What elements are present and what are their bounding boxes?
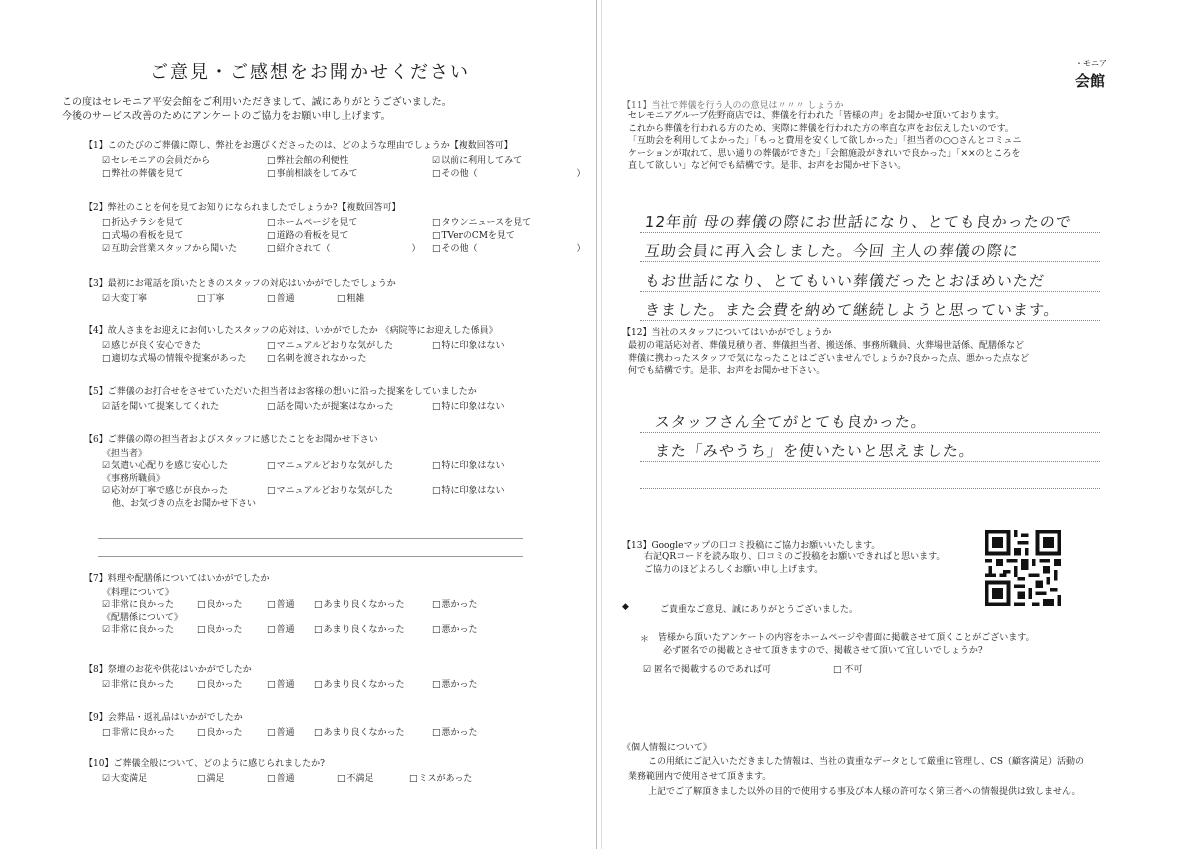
- q7-food-option-normal[interactable]: □ 普通: [267, 599, 295, 611]
- question-3-title: 【3】最初にお電話を頂いたときのスタッフの対応はいかがでしたでしょうか: [84, 279, 396, 289]
- q4-option-reassuring[interactable]: ☑ 感じが良く安心できた: [102, 340, 201, 352]
- q2-option-flyer[interactable]: □ 折込チラシを見て: [102, 217, 184, 229]
- q7-sub-food: 《料理について》: [102, 588, 174, 598]
- question-2: [84, 202, 586, 256]
- q6-staff-option-caring[interactable]: ☑ 気遣い心配りを感じ安心した: [102, 460, 228, 472]
- question-5-title: 【5】ご葬儀のお打合せをさせていただいた担当者はお客様の想いに沿った提案をしていましたか: [84, 387, 477, 397]
- thanks-text: ご貴重なご意見、誠にありがとうございました。: [660, 605, 859, 615]
- privacy-title: 《個人情報について》: [622, 743, 712, 753]
- q12-handwritten-line-1: スタッフさん全てがとても良かった。: [654, 413, 928, 431]
- q11-answer-line-2[interactable]: [640, 261, 1100, 262]
- q3-option-normal[interactable]: □ 普通: [267, 293, 295, 305]
- q2-option-hall-sign[interactable]: □ 式場の看板を見て: [102, 230, 184, 242]
- privacy-line-1: この用紙にご記入いただきました情報は、当社の貴重なデータとして厳重に管理し、CS（顧客満足）活動の: [648, 757, 1085, 767]
- q4-option-manual[interactable]: □ マニュアルどおりな気がした: [267, 340, 393, 352]
- q12-answer-line-3[interactable]: [640, 488, 1100, 489]
- diamond-icon: ◆: [622, 602, 629, 612]
- publish-note: [658, 632, 1035, 657]
- q12-text-line-1: 最初の電話応対者、葬儀見積り者、葬儀担当者、搬送係、事務所職員、火葬場世話係、配膳係など: [628, 341, 1025, 351]
- q8-option-not-good[interactable]: □ あまり良くなかった: [314, 679, 405, 691]
- q13-text-line-1: 右記QRコードを読み取り、口コミのご投稿をお願いできればと思います。: [644, 552, 946, 562]
- q6-office-option-manual[interactable]: □ マニュアルどおりな気がした: [267, 485, 393, 497]
- question-10: [84, 758, 473, 786]
- publish-decline-label: 不可: [844, 665, 863, 675]
- q6-office-option-no-impression[interactable]: □ 特に印象はない: [432, 485, 505, 497]
- question-4-title: 【4】故人さまをお迎えにお伺いしたスタッフの応対は、いかがでしたか 《病院等にお迎えした係員》: [84, 326, 498, 336]
- q4-option-no-impression[interactable]: □ 特に印象はない: [432, 340, 505, 352]
- q10-option-normal[interactable]: □ 普通: [267, 773, 295, 785]
- q7-server-option-bad[interactable]: □ 悪かった: [432, 624, 478, 636]
- q7-server-option-very-good[interactable]: ☑ 非常に良かった: [102, 624, 174, 636]
- question-9-title: 【9】会葬品・返礼品はいかがでしたか: [84, 713, 243, 723]
- publish-option-anonymous[interactable]: [643, 662, 771, 675]
- question-1: [84, 140, 586, 181]
- q4-option-no-card[interactable]: □ 名刺を渡されなかった: [267, 353, 367, 365]
- q3-option-polite[interactable]: □ 丁寧: [197, 293, 225, 305]
- q2-option-homepage[interactable]: □ ホームページを見て: [267, 217, 357, 229]
- q11-handwritten-line-1: 12年前 母の葬儀の際にお世話になり、とても良かったので: [644, 213, 1073, 231]
- survey-title: ご意見・ご感想をお聞かせください: [150, 62, 470, 83]
- question-7: [84, 573, 478, 637]
- q11-text-line-1: セレモニアグループ佐野商店では、葬儀を行われた「皆様の声」をお聞かせ頂いております。: [628, 111, 1005, 121]
- q9-option-not-good[interactable]: □ あまり良くなかった: [314, 727, 405, 739]
- q1-option-saw-funeral[interactable]: □ 弊社の葬儀を見て: [102, 168, 184, 180]
- q10-option-very-satisfied[interactable]: ☑ 大変満足: [102, 773, 147, 785]
- q2-option-town-news[interactable]: □ タウンニュースを見て: [432, 217, 531, 229]
- q11-answer-line-4[interactable]: [640, 320, 1100, 321]
- q2-option-other[interactable]: □ その他（ ）: [432, 243, 586, 255]
- q12-text-line-3: 何でも結構です。是非、お声をお聞かせ下さい。: [628, 366, 826, 376]
- question-11-title: 【11】当社で葬儀を行う人のの意見は〃〃〃 しょうか: [622, 101, 844, 111]
- publish-note-line-2: 必ず匿名での掲載とさせて頂きますので、掲載させて頂いて宜しいでしょうか?: [663, 645, 983, 656]
- intro-line-1: この度はセレモニア平安会館をご利用いただきまして、誠にありがとうございました。: [62, 97, 452, 108]
- q9-option-very-good[interactable]: □ 非常に良かった: [102, 727, 175, 739]
- q2-option-road-sign[interactable]: □ 道路の看板を見て: [267, 230, 349, 242]
- q3-option-very-polite[interactable]: ☑ 大変丁寧: [102, 293, 147, 305]
- privacy-text: [628, 755, 1084, 800]
- q7-server-option-good[interactable]: □ 良かった: [197, 624, 243, 636]
- q11-answer-line-3[interactable]: [640, 291, 1100, 292]
- q6-sub-staff: 《担当者》: [102, 449, 148, 459]
- q7-food-option-bad[interactable]: □ 悪かった: [432, 599, 478, 611]
- q13-text-line-2: ご協力のほどよろしくお願い申し上げます。: [644, 564, 824, 575]
- qr-code-icon[interactable]: [982, 530, 1064, 606]
- q11-handwritten-line-3: もお世話になり、とてもいい葬儀だったとおほめいただ: [644, 272, 1046, 290]
- publish-decline-checkbox-icon: □: [833, 665, 845, 675]
- question-1-title: 【1】このたびのご葬儀に際し、弊社をお選びくださったのは、どのような理由でしょうか【複数回答可】: [84, 141, 513, 151]
- q11-text-line-2: これから葬儀を行われる方のため、実際に葬儀を行われた方の率直な声をお伝えしたいのです。: [628, 123, 1014, 134]
- q8-option-bad[interactable]: □ 悪かった: [432, 679, 478, 691]
- logo-hall: 会館: [1075, 72, 1106, 90]
- q9-option-good[interactable]: □ 良かった: [197, 727, 243, 739]
- q6-comment-line-1[interactable]: [98, 538, 523, 539]
- q2-option-referral[interactable]: □ 紹介されて（ ）: [267, 243, 421, 255]
- q5-option-no-proposal[interactable]: □ 話を聞いたが提案はなかった: [267, 401, 394, 413]
- q7-server-option-not-good[interactable]: □ あまり良くなかった: [314, 624, 405, 636]
- question-13-text: [644, 551, 945, 576]
- question-8: [84, 664, 478, 692]
- q12-handwritten-line-2: また「みやうち」を使いたいと思えました。: [654, 442, 976, 460]
- q9-option-bad[interactable]: □ 悪かった: [432, 727, 478, 739]
- question-2-title: 【2】弊社のことを何を見てお知りになられましたでしょうか?【複数回答可】: [84, 203, 401, 213]
- q6-sub-office: 《事務所職員》: [102, 474, 166, 484]
- q8-option-normal[interactable]: □ 普通: [267, 679, 295, 691]
- question-9: [84, 712, 478, 740]
- q7-server-option-normal[interactable]: □ 普通: [267, 624, 295, 636]
- q10-option-dissatisfied[interactable]: □ 不満足: [337, 773, 374, 785]
- q7-food-option-not-good[interactable]: □ あまり良くなかった: [314, 599, 405, 611]
- q1-option-consultation[interactable]: □ 事前相談をしてみて: [267, 168, 358, 180]
- q11-handwritten-line-4: きました。また会費を納めて継続しようと思っています。: [644, 301, 1061, 319]
- logo-small-text: ・モニア: [1075, 59, 1107, 68]
- intro-line-2: 今後のサービス改善のためにアンケートのご協力をお願い申し上げます。: [62, 111, 391, 122]
- q8-option-very-good[interactable]: ☑ 非常に良かった: [102, 679, 174, 691]
- question-12-title: 【12】当社のスタッフについてはいかがでしょうか: [622, 328, 832, 338]
- question-3: [84, 278, 396, 306]
- q2-option-sales-staff[interactable]: ☑ 互助会営業スタッフから聞いた: [102, 243, 237, 255]
- q7-sub-server: 《配膳係について》: [102, 613, 183, 623]
- q10-option-mistake[interactable]: □ ミスがあった: [409, 773, 472, 785]
- q3-option-rough[interactable]: □ 粗雑: [337, 293, 365, 305]
- publish-option-decline[interactable]: [833, 662, 862, 675]
- q6-staff-option-no-impression[interactable]: □ 特に印象はない: [432, 460, 505, 472]
- q12-answer-line-1[interactable]: [640, 432, 1100, 433]
- publish-anonymous-label: 匿名で掲載するのであれば可: [653, 665, 771, 675]
- asterisk-icon: ＊: [640, 635, 650, 645]
- q11-text-line-3: 「互助会を利用してよかった」「もっと費用を安くして欲しかった」「担当者の○○さんとコミュニ: [628, 136, 1022, 146]
- q6-other-comments-label: 他、お気づきの点をお聞かせ下さい: [112, 499, 257, 509]
- q1-option-used-before[interactable]: ☑ 以前に利用してみて: [432, 155, 522, 167]
- q6-staff-option-manual[interactable]: □ マニュアルどおりな気がした: [267, 460, 393, 472]
- q11-answer-line-1[interactable]: [640, 232, 1100, 233]
- q5-option-no-impression[interactable]: □ 特に印象はない: [432, 401, 505, 413]
- intro-text: [62, 96, 452, 124]
- q7-food-option-good[interactable]: □ 良かった: [197, 599, 243, 611]
- left-page: [0, 0, 598, 849]
- question-10-title: 【10】ご葬儀全般について、どのように感じられましたか?: [84, 759, 325, 769]
- question-6: [84, 434, 505, 510]
- q8-option-good[interactable]: □ 良かった: [197, 679, 243, 691]
- question-13-title: 【13】Googleマップの口コミ投稿にご協力お願いいたします。: [622, 541, 881, 551]
- q4-option-proposal[interactable]: □ 適切な式場の情報や提案があった: [102, 353, 246, 365]
- question-8-title: 【8】祭壇のお花や供花はいかがでしたか: [84, 665, 252, 675]
- privacy-line-3: 上記でご了解頂きました以外の目的で使用する事及び本人様の許可なく第三者への情報提供は致しません。: [648, 787, 1081, 797]
- q11-text-line-5: 直して欲しい」など何でも結構です。是非、お声をお聞かせ下さい。: [628, 161, 907, 171]
- q6-comment-line-2[interactable]: [98, 556, 523, 557]
- publish-note-line-1: 皆様から頂いたアンケートの内容をホームページや書面に掲載させて頂くことがございます。: [658, 633, 1035, 643]
- question-5: [84, 386, 505, 414]
- q6-office-option-polite[interactable]: ☑ 応対が丁寧で感じが良かった: [102, 485, 228, 497]
- q1-option-other[interactable]: □ その他（ ）: [432, 168, 586, 180]
- privacy-line-2: 業務範囲内で使用させて頂きます。: [628, 772, 772, 782]
- publish-anonymous-check-icon: ☑: [643, 665, 654, 675]
- q7-food-option-very-good[interactable]: ☑ 非常に良かった: [102, 599, 174, 611]
- q12-answer-line-2[interactable]: [640, 461, 1100, 462]
- q12-text-line-2: 葬儀に携わったスタッフで気になったことはございませんでしょうか?良かった点、悪かった点など: [628, 353, 1030, 364]
- q11-text-line-4: ケーションが取れて、思い通りの葬儀ができた」「会館施設がきれいで良かった」「××のところを: [628, 148, 1021, 159]
- q10-option-satisfied[interactable]: □ 満足: [197, 773, 225, 785]
- question-7-title: 【7】料理や配膳係についてはいかがでしたか: [84, 574, 270, 584]
- question-4: [84, 325, 505, 366]
- q9-option-normal[interactable]: □ 普通: [267, 727, 295, 739]
- question-12-text: [628, 340, 1029, 378]
- q1-option-member[interactable]: ☑ セレモニアの会員だから: [102, 155, 210, 167]
- question-11-text: [628, 110, 1022, 173]
- question-6-title: 【6】ご葬儀の際の担当者およびスタッフに感じたことをお聞かせ下さい: [84, 435, 378, 445]
- q5-option-listened-proposed[interactable]: ☑ 話を聞いて提案してくれた: [102, 401, 219, 413]
- q11-handwritten-line-2: 互助会員に再入会しました。今回 主人の葬儀の際に: [644, 242, 1020, 260]
- q1-option-convenience[interactable]: □ 弊社会館の利便性: [267, 155, 349, 167]
- q2-option-tver-cm[interactable]: □ TVerのCMを見て: [432, 230, 515, 242]
